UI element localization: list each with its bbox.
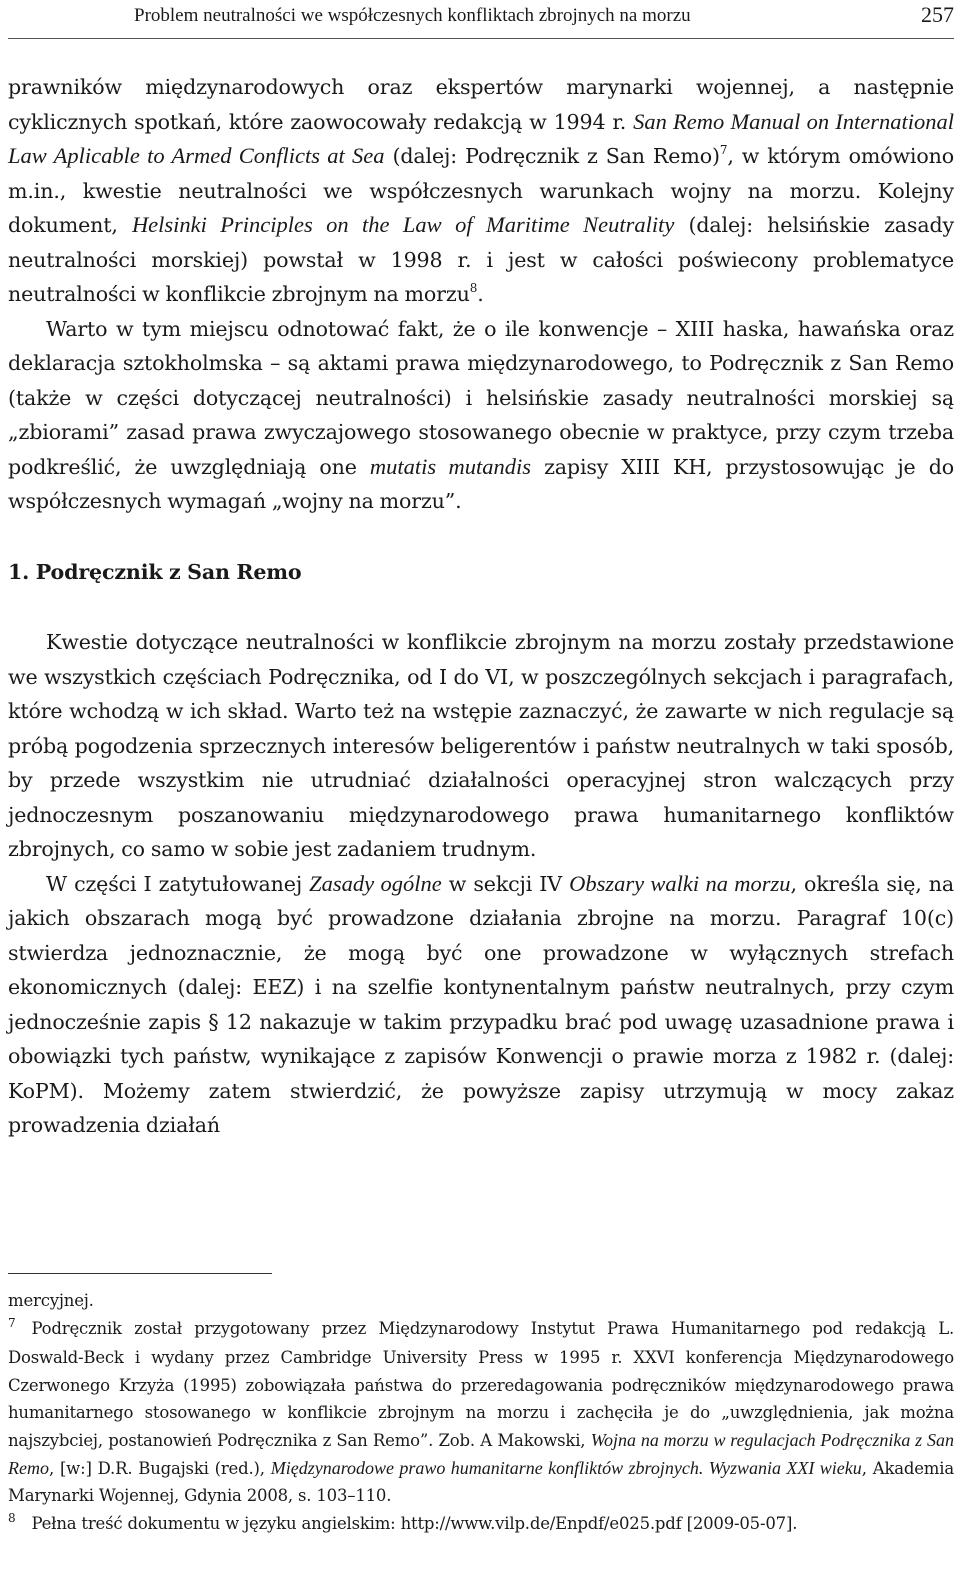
footnote-8 [8,1510,954,1540]
paragraph-1: prawników międzynarodowych oraz ekspertów marynarki wojennej, a następnie cyklicznych spotkań, które zaowocowały redakcją w 1994 r. San Remo Manual on International Law Aplicable to Armed Conflicts at Sea (dalej: Podręcznik z San Remo)$^7$, w którym omówiono m.in., kwestie neutralności we współczesnych warunkach wojny na morzu. Kolejny dokument, Helsinki Principles on the Law of Maritime Neutrality (dalej: helsińskie zasady neutralności morskiej) powstał w 1998 r. i jest w całości poświecony problematyce neutralności w konflikcie zbrojnym na morzu$^8$. [8,75,955,306]
italic-title-san-remo: San Remo Manual on International Law Aplicable to Armed Conflicts at Sea [8,108,955,168]
footnote-ref-8[interactable]: 8 [469,281,478,296]
footnote-continuation: mercyjnej. [8,1291,94,1310]
page-number: 257 [921,2,954,27]
footnotes [8,1287,954,1539]
paragraph-4: W części I zatytułowanej Zasady ogólne w sekcji IV Obszary walki na morzu, określa się, na jakich obszarach mogą być prowadzone działania zbrojne na morzu. Paragraf 10(c) stwierdza jednoznacznie, że mogą być one prowadzone w wyłącznych strefach ekonomicznych (dalej: EEZ) i na szelfie kontynentalnym państw neutralnych, przy czym jednocześnie zapis § 12 nakazuje w takim przypadku brać pod uwagę uzasadnione prawa i obowiązki tych państw, wynikające z zapisów Konwencji o prawie morza z 1982 r. (dalej: KoPM). Możemy zatem stwierdzić, że powyższe zapisy utrzymują w mocy zakaz prowadzenia działań [8,870,955,1137]
paragraph-3: Kwestie dotyczące neutralności w konflikcie zbrojnym na morzu zostały przedstawione we wszystkich częściach Podręcznika, od I do VI, w poszczególnych sekcjach i paragrafach, które wchodzą w ich skład. Warto też na wstępie zaznaczyć, że zawarte w nich regulacje są próbą pogodzenia sprzecznych interesów beligerentów i państw neutralnych w taki sposób, by przede wszystkim nie utrudniać działalności operacyjnej stron walczących przy jednoczesnym poszanowaniu międzynarodowego prawa humanitarnego konfliktów zbrojnych, co samo w sobie jest zadaniem trudnym. [8,630,954,861]
italic-title-helsinki: Helsinki Principles on the Law of Maritime Neutrality [131,212,675,237]
section-heading: 1. Podręcznik z San Remo [8,559,302,584]
footnote-number-7: 7 [8,1315,16,1330]
footnote-number-8: 8 [8,1510,16,1525]
page-header [8,0,954,39]
italic-obszary-walki: Obszary walki na morzu [569,870,791,896]
footnote-7: $^7$ Podręcznik został przygotowany przez Międzynarodowy Instytut Prawa Humanitarnego pod redakcją L. Doswald-Beck i wydany przez Cambridge University Press w 1995 r. XXVI konferencja Międzynarodowego Czerwonego Krzyża (1995) zobowiązała państwa do przeredagowania podręczników międzynarodowego prawa humanitarnego stosowanego w konflikcie zbrojnym na morzu i zachęciła je do „uwzględnienia, jak można najszybciej, postanowień Podręcznika z San Remo”. Zob. A Makowski, Wojna na morzu w regulacjach Podręcznika z San Remo, [w:] D.R. Bugajski (red.), Międzynarodowe prawo humanitarne konfliktów zbrojnych. Wyzwania XXI wieku, Akademia Marynarki Wojennej, Gdynia 2008, s. 103–110. [8,1315,954,1506]
body-text [8,70,954,1143]
running-title: Problem neutralności we współczesnych konfliktach zbrojnych na morzu [134,5,691,26]
italic-mutatis-mutandis: mutatis mutandis [369,453,531,479]
footnote-8-text: Pełna treść dokumentu w języku angielskim: http://www.vilp.de/Enpdf/e025.pdf [2009-05-07]. [31,1513,798,1533]
footnote-ref-7[interactable]: 7 [719,143,728,158]
footnote-divider [8,1273,272,1274]
italic-zasady-ogolne: Zasady ogólne [309,870,442,896]
paragraph-2: Warto w tym miejscu odnotować fakt, że o ile konwencje – XIII haska, hawańska oraz deklaracja sztokholmska – są aktami prawa międzynarodowego, to Podręcznik z San Remo (także w części dotyczącej neutralności) i helsińskie zasady neutralności morskiej są „zbiorami” zasad prawa zwyczajowego stosowanego obecnie w praktyce, przy czym trzeba podkreślić, że uwzględniają one mutatis mutandis zapisy XIII KH, przystosowując je do współczesnych wymagań „wojny na morzu”. [8,316,954,513]
